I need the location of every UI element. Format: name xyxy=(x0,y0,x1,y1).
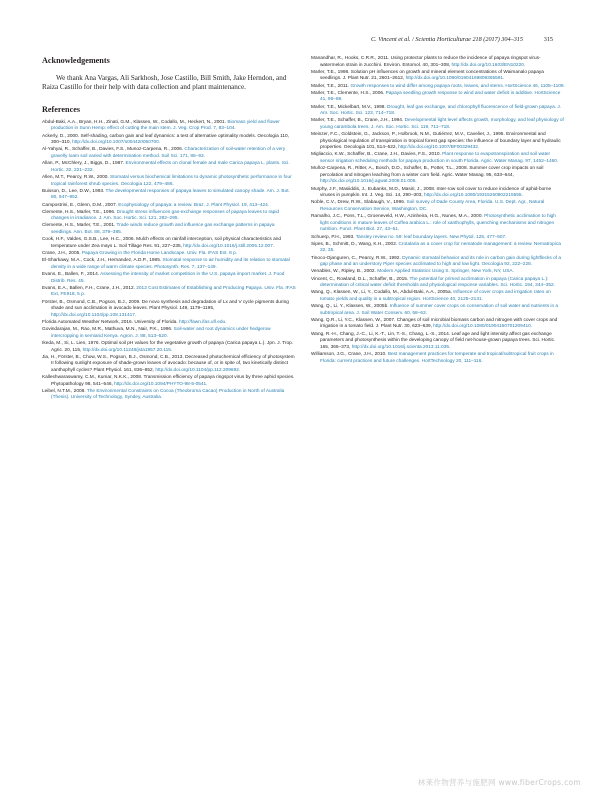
references-heading: References xyxy=(42,104,81,114)
reference-text: Evans, E.A., Ballen, F.H., Crane, J.H., 2012. xyxy=(42,285,137,291)
reference-text: Allen, M.T., Pearcy, R.W., 2000. xyxy=(42,174,111,180)
running-title: C. Vincent et al. / Scientia Horticulturae 218 (2017) 304–315 xyxy=(371,36,523,43)
page-number: 315 xyxy=(543,36,553,43)
reference-list-left xyxy=(42,120,296,402)
reference-entry xyxy=(42,120,296,133)
reference-text: Clemente, H.S., Marler, T.E., 1996. xyxy=(42,209,117,215)
reference-link[interactable]: http://fawn.ifas.ufl.edu. xyxy=(178,319,227,325)
reference-link[interactable]: Biomass yield and flower production in Sunn Hemp: effect of cutting the main stem. J. Veg. Crop Prod. 7, 83–104. xyxy=(51,119,280,132)
reference-text: Schuerp, P.H., 1993. xyxy=(311,234,356,240)
reference-text: Migliaccio, K.W., Schaffer, B., Crane, J.H., Davies, F.S., 2010. xyxy=(311,152,443,158)
reference-link[interactable]: Drought stress influences gas-exchange responses of papaya leaves to rapid changes in irradiance. J. Am. Soc. Hortic. Sci. 121, 292–295. xyxy=(51,209,280,222)
reference-link[interactable]: Characterization of soil-water retention of a very gravelly loam soil varied with determination method. Soil Sci. 171, 85–93. xyxy=(51,147,286,159)
reference-link[interactable]: Influence of summer cover crops on conservation of soil water and nutrients in a subtropical area. J. Soil Water Conserv. 60, 58–63. xyxy=(320,304,559,316)
reference-link[interactable]: Photosynthetic acclimation to high light conditions in mature leaves of Coffea arabica L.: role of xanthophylls, quenching mechanisms and nitrogen nutrition. Funct. Plant Biol. 27, 43–51. xyxy=(320,214,556,233)
reference-entry xyxy=(311,84,565,91)
reference-text: Kalleshwaraswamy, C.M., Kumar, N.K.K., 2008. Transmission efficiency of papaya ringspot virus by three aphid species. Phytopathology 98, 541–546, xyxy=(42,375,295,387)
reference-link[interactable]: Papaya Growing in the Florida Home Landscape. Univ. Fla. IFAS Ext. 8 p. xyxy=(81,251,238,257)
reference-text: Al-Yahyai, R., Schaffer, B., Davies, F.S., Munoz-Carpena, R., 2006. xyxy=(42,147,185,153)
reference-entry xyxy=(42,189,296,202)
reference-entry xyxy=(42,272,296,285)
reference-entry xyxy=(311,352,565,365)
reference-entry xyxy=(42,327,296,340)
reference-link[interactable]: http://dx.doi.org/10.1016/j.still.2005.12.007. xyxy=(183,243,275,249)
reference-link[interactable]: http://dx.doi.org/10.11248/jsta1957.20.115. xyxy=(82,347,173,353)
reference-link[interactable]: Growth responses to wind differ among papaya roots, leaves, and stems. HortScience 46, 1105–1109. xyxy=(350,83,565,89)
reference-link[interactable]: http://dx.doi.org/10.1016/j.scienta.2013.11.035. xyxy=(351,344,451,350)
reference-link[interactable]: 2012 Cost Estimates of Establishing and Producing Papaya. Univ. Fla. IFAS Ext, FE918, 5 p. xyxy=(51,285,296,298)
watermark: 林莱作物营养与施肥网 www.fiberCrops.com xyxy=(417,778,581,787)
reference-text: Buisson, D., Lee, D.W., 1993. xyxy=(42,188,106,194)
reference-text: Cook, H.F., Valdes, G.S.B., Lee, H.C., 2006. Mulch effects on rainfall interception, soil physical characteristics and temperature under Zea mays L. Soil Tillage Res. 91, 227–235, xyxy=(42,237,282,249)
reference-entry xyxy=(42,286,296,299)
reference-entry xyxy=(42,223,296,236)
reference-entry xyxy=(42,355,296,375)
left-column xyxy=(42,56,296,403)
reference-link[interactable]: http://dx.doi.org/10.1080/01904169809365591. xyxy=(405,76,505,82)
reference-text: Jia, H., Förster, B., Chow, W.S., Pogson, B.J., Osmond, C.B., 2013. Decreased photochemical efficiency of photosystem II following sunlight exposure of shade-grown leaves of avocado: because of, or in spite of, two kinetically distinct xanthophyll cycles? Plant Physiol. 161, 836–852, xyxy=(42,354,295,373)
reference-text: Marler, T.E., Schaffer, B., Crane, J.H., 1994. xyxy=(311,118,405,124)
right-column xyxy=(311,56,565,366)
reference-entry xyxy=(311,56,565,69)
reference-entry xyxy=(311,105,565,118)
reference-entry xyxy=(311,132,565,152)
reference-link[interactable]: http://dx.doi.org/10.1007/BF00329432. xyxy=(398,145,480,151)
reference-entry xyxy=(311,91,565,104)
reference-entry xyxy=(42,147,296,160)
reference-text: Evans, E., Ballen, F., 2014. xyxy=(42,272,101,277)
reference-link[interactable]: Plant response to evapotranspiration and soil water sensor irrigation scheduling methods for papaya production in south Florida. Agric. Water Manag. 97, 1452–1460. xyxy=(320,152,559,165)
reference-text: Manandhar, R., Hooks, C.R.R., 2011. Using protector plants to reduce the incidence of papaya ringspot virus-watermelon strain in zucchini. Environ. Entomol. 40, 301–308, xyxy=(311,56,541,68)
reference-link[interactable]: Dynamic stomatal behavior and its role in carbon gain during lightflecks of a gap phase and an understory Piper species acclimated to high and low light. Oecologia 92, 222–228. xyxy=(320,255,562,268)
reference-entry xyxy=(311,118,565,131)
reference-text: Sipes, B., Schmitt, D., Wang, K.H., 2002. xyxy=(311,241,399,247)
reference-text: El-Sharkawy, M.A., Cock, J.H., Hernandez, A.D.P., 1985. xyxy=(42,258,163,264)
reference-text: Williamson, J.G., Crane, J.H., 2010. xyxy=(311,352,388,357)
reference-entry xyxy=(311,166,565,186)
reference-link[interactable]: Best management practices for temperate and tropical/subtropical fruit crops in Florida: current practices and future challenges. HortTechnology 20, 111–116. xyxy=(320,352,554,364)
reference-text: Meinzer, F.C., Goldstein, G., Jackson, P., Holbrook, N.M., Gutiérrez, M.V., Cavelier, J., 1995. Environmental and physiological regulation of transpiration in tropical forest gap species: the influence of boundary layer and hydraulic properties. Oecologia 101, 514–522, xyxy=(311,132,561,151)
reference-link[interactable]: Tansley review no. 59: leaf boundary layers. New Phytol. 125, 477–507. xyxy=(355,234,507,240)
reference-text: Abdul-Baki, A.A., Bryan, H.H., Zinati, G.M., Klassen, W., Codallo, M., Heckert, N., 2001. xyxy=(42,119,228,125)
reference-text: Förster, B., Osmond, C.B., Pogson, B.J., 2009. De novo synthesis and degradation of Lx and V cycle pigments during shade and sun acclimation in avocado leaves. Plant Physiol. 149, 1179–1195, xyxy=(42,299,289,312)
reference-text: Marler, T.E., 1998. Solution pH influences on growth and mineral element concentrations of Waimanalo papaya seedlings. J. Plant Nutr. 21, 2601–2612, xyxy=(311,69,544,82)
reference-text: Leibel, N.T.M., 2008. xyxy=(42,388,87,394)
reference-text: Muñoz-Carpena, R., Ritter, A., Bosch, D.D., Schaffer, B., Potter, T.L., 2008. Summer cover crop impacts on soil percolation and nitrogen leaching from a winter corn field. Agric. Water Manag. 95, 633–644, xyxy=(311,166,544,178)
reference-link[interactable]: The developmental responses of papaya leaves to simulated canopy shade. Am. J. Bot. 80, 947–952. xyxy=(51,188,290,201)
reference-text: Noble, C.V., Drew, R.W., Slabaugh, V., 1996. xyxy=(311,200,407,206)
reference-text: Ackerly, D., 2000. Self-shading, carbon gain and leaf dynamics: a test of alternative optimality models. Oecologia 110, 300–310, xyxy=(42,133,289,146)
reference-link[interactable]: http://dx.doi.org/10.1016/j.agwat.2008.01.005. xyxy=(320,179,417,185)
reference-text: Campostrini, E., Glenn, D.M., 2007. xyxy=(42,202,119,208)
reference-link[interactable]: http://dx.doi.org/10.1094/PHYTO-98-5-0541. xyxy=(114,381,208,387)
reference-text: Vincent, C., Rowland, D.L., Schaffer, B., 2015. xyxy=(311,276,410,282)
reference-text: Tinoco-Ojanguren, C., Pearcy, R.W., 1992. xyxy=(311,255,403,261)
reference-text: Crane, J.H., 2005. xyxy=(42,251,82,257)
reference-text: Marler, T.E., Mickelbart, M.V., 1998. xyxy=(311,104,388,110)
reference-entry xyxy=(311,304,565,317)
reference-text: Clemente, H.S., Marler, T.E., 2001. xyxy=(42,223,117,229)
reference-entry xyxy=(42,341,296,354)
reference-entry xyxy=(311,277,565,290)
reference-link[interactable]: http://dx.doi.org/10.1603/EN10220. xyxy=(451,62,526,68)
reference-text: Wang, R.-H., Chang, J.-C., Li, K.-T., Lin, T.-S., Chang, L.-S., 2014. Leaf age and light intensity affect gas exchange parameters and photosynthesis within the developing canopy of field net-house-grown papaya trees. Sci. Hortic. 165, 365–373, xyxy=(311,331,556,350)
reference-entry xyxy=(311,152,565,165)
reference-link[interactable]: Drought, leaf gas exchange, and chlorophyll fluorescence of field-grown papaya. J. Am. Soc. Hortic. Sci. 123, 714–718. xyxy=(320,104,562,117)
reference-entry xyxy=(311,242,565,255)
reference-link[interactable]: Environmental effects on clonal female and male Carica papaya L. plants. Sci. Hortic. 32, 221–232. xyxy=(51,161,290,173)
reference-entry xyxy=(311,332,565,352)
reference-link[interactable]: Developmental light level affects growth, morphology, and leaf physiology of young carambola trees. J. Am. Soc. Hortic. Sci. 119, 711–718. xyxy=(320,118,564,130)
reference-entry xyxy=(42,300,296,320)
reference-entry xyxy=(42,258,296,271)
reference-entry xyxy=(42,320,296,327)
reference-entry xyxy=(42,161,296,174)
reference-link[interactable]: Crotalaria as a cover crop for nematode management: a review. Nematropica 32, 35. xyxy=(320,241,561,254)
reference-entry xyxy=(311,318,565,331)
reference-entry xyxy=(311,187,565,200)
reference-link[interactable]: http://dx.doi.org/10.1080/19315260802215555. xyxy=(424,193,523,199)
reference-link[interactable]: Soil survey of Dade County Area, Florida. U.S. Dept. Agr., Natural Resources Conservation Service, Washington, DC. xyxy=(320,200,545,212)
reference-link[interactable]: http://dx.doi.org/10.1104/pp.112.209692. xyxy=(155,367,241,373)
reference-link[interactable]: Ecophysiology of papaya: a review. Braz. J. Plant Physiol. 19, 413–424. xyxy=(118,202,270,208)
reference-entry xyxy=(42,203,296,210)
reference-text: Murphy, J.F., Masiiddis, J., Eubanks, M.D., Masiri, J., 2008. Inter-row soil cover to reduce incidence of aphid-borne viruses in pumpkin. Int. J. Veg. Sci. 14, 290–303, xyxy=(311,186,552,199)
reference-link[interactable]: http://dx.doi.org/10.1007/s004420050700. xyxy=(72,140,161,146)
reference-entry xyxy=(42,389,296,402)
acknowledgements-text: We thank Ana Vargas, Ali Sarkhosh, Jose Castillo, Bill Smith, Jake Herndon, and Raiza Castillo for their help with data collection and plant maintenance. xyxy=(42,74,287,92)
reference-entry xyxy=(311,235,565,242)
reference-text: Ramalho, J.C., Pons, T.L., Groeneveld, H.W., Azinheira, H.G., Nunes, M.A., 2000. xyxy=(311,214,485,220)
reference-entry xyxy=(42,175,296,188)
reference-entry xyxy=(42,375,296,388)
reference-entry xyxy=(42,134,296,147)
reference-text: Wang, Q.R., Li, Y.C., Klassen, W., 2007. Changes of soil microbial biomass carbon and nitrogen with cover crops and irrigation in a tomato field. J. Plant Nutr. 30, 623–639, xyxy=(311,317,558,330)
reference-entry xyxy=(42,237,296,250)
reference-text: Allan, P., McChlery, J., Biggs, D., 1987. xyxy=(42,161,126,167)
reference-entry xyxy=(311,70,565,83)
reference-text: Ikeda, M., Si, L. Lien, 1976. Optimal soil pH values for the vegetative growth of papaya (Carica papaya L.). Jpn. J. Trop. Agric. 20, 115, xyxy=(42,340,294,353)
reference-text: Wang, Q., Klassen, W., Li, Y., Codallo, M., Abdul-Baki, A.A., 2005a. xyxy=(311,290,454,296)
running-header xyxy=(42,36,553,46)
acknowledgements-heading: Acknowledgements xyxy=(42,56,110,65)
reference-link[interactable]: Soil-water and root dynamics under hedgerow intercropping in semiarid Kenya. Agron. J. 88, 513–520. xyxy=(51,327,271,339)
reference-entry xyxy=(42,210,296,223)
reference-text: Marler, T.E., 2011. xyxy=(311,83,351,89)
reference-text: Venables, W., Ripley, B., 2002. xyxy=(311,269,378,275)
reference-link[interactable]: http://dx.doi.org/10.1104/pp.108.131417. xyxy=(51,312,137,318)
reference-link[interactable]: http://dx.doi.org/10.1080/01904160701209410. xyxy=(433,324,533,330)
reference-link[interactable]: Assessing the intensity of market competition in the U.S. papaya import market. J. Food Distrib. Res. 45. xyxy=(51,272,285,284)
reference-link[interactable]: Papaya seedling growth response to wind and water deficit is additive. HortScience 41, 96–98. xyxy=(320,90,561,103)
reference-link[interactable]: Influence of cover crops and irrigation rates on tomato yields and quality in a subtropical region. HortScience 40, 2125–2131. xyxy=(320,290,551,302)
reference-link[interactable]: Stomatal versus biochemical limitations to dynamic photosynthetic performance in four tropical rainforest shrub species. Oecologia 122, 479–486. xyxy=(51,174,292,187)
reference-text: Marler, T.E., Clemente, H.S., 2006. xyxy=(311,90,386,96)
reference-link[interactable]: The Environmental Constraints on Cocoa (Theobroma Cacao) Production in North of Australia (Thesis). University of Technology, Syndey, Australia. xyxy=(51,388,285,401)
reference-link[interactable]: Modern Applied Statistics Using S. Springer, New York, NY, USA. xyxy=(377,269,514,275)
reference-link[interactable]: The potential for primed acclimation in papaya (Carica papaya L.): determination of critical water deficit thresholds and physiological response variables. Sci. Hortic. 194, 344–352. xyxy=(320,276,555,289)
reference-entry xyxy=(42,251,296,258)
reference-entry xyxy=(311,200,565,213)
reference-entry xyxy=(311,290,565,303)
reference-text: Govindarajan, M., Rao, M.R., Mathuva, M.N., Nair, P.K., 1996. xyxy=(42,327,174,333)
reference-link[interactable]: Trade winds reduce growth and influence gas exchange patterns in papaya seedlings. Ann. Bot. 88, 379–385. xyxy=(51,223,275,236)
reference-entry xyxy=(311,256,565,269)
reference-entry xyxy=(311,214,565,234)
reference-entry xyxy=(311,269,565,276)
reference-list-right xyxy=(311,56,565,365)
reference-link[interactable]: Stomatal response to air humidity and its relation to stomatal density in a wide range of warm climate species. Photosynth. Res. 7, 137–149. xyxy=(51,258,290,270)
reference-text: Florida Automated Weather Network, 2016. University of Florida. xyxy=(42,319,179,325)
reference-text: Wang, Q., Li, Y., Klassen, W., 2005b. xyxy=(311,304,390,310)
